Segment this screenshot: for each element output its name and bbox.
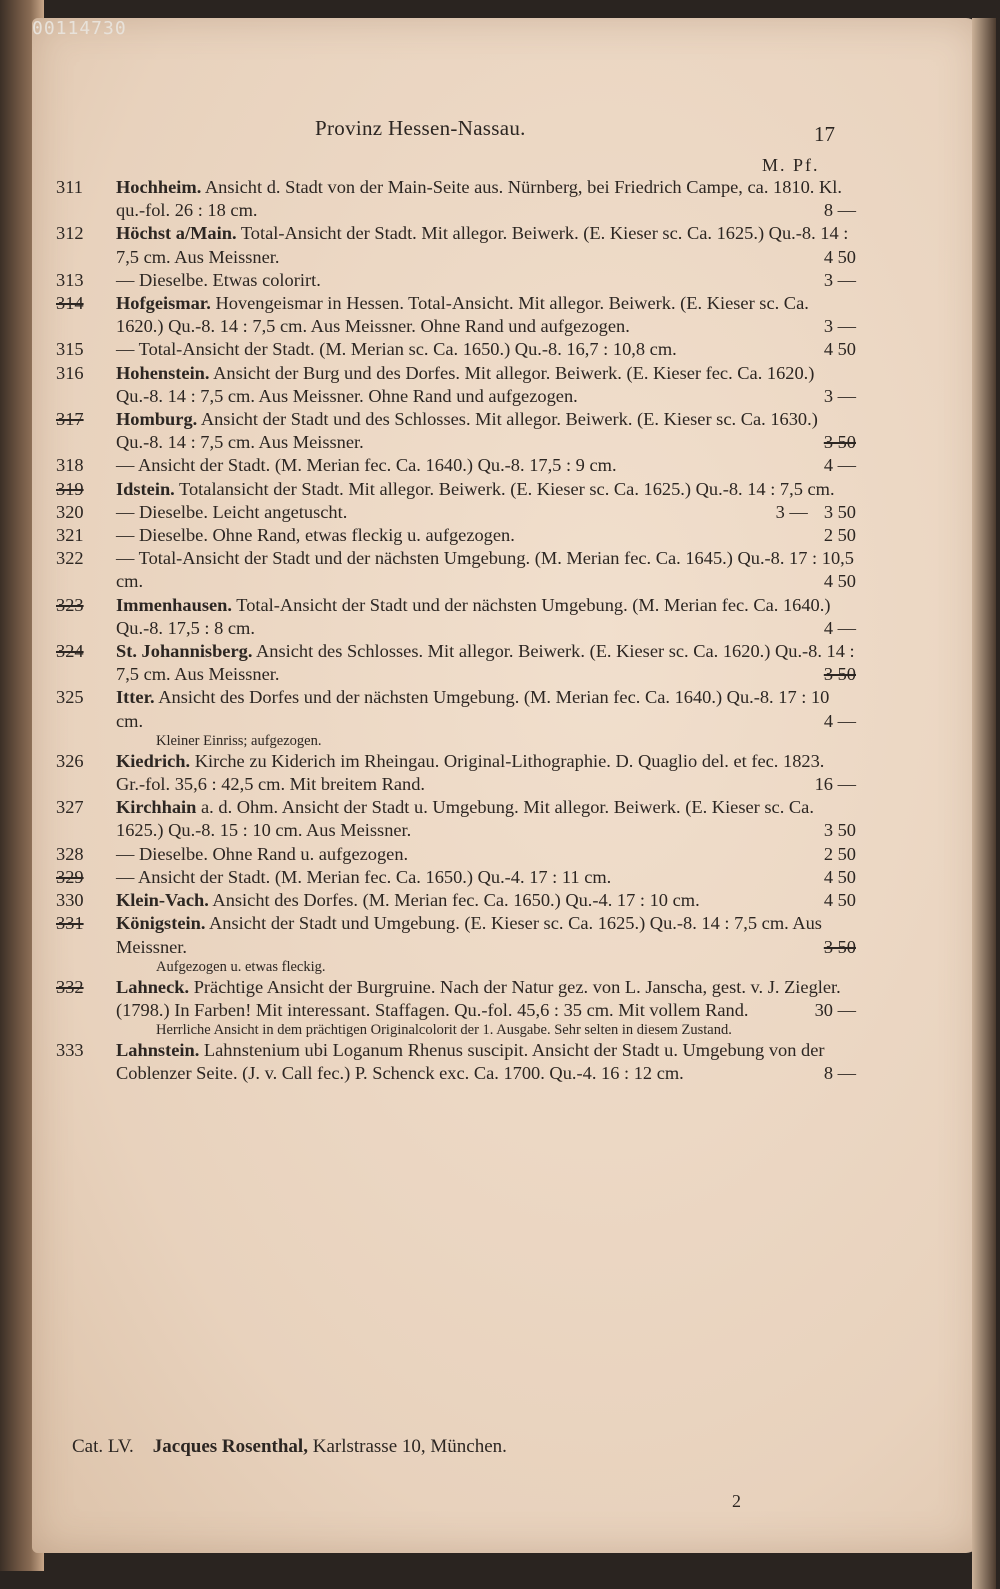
entry-place-name: Klein-Vach.: [116, 890, 209, 911]
archive-stamp: 00114730: [32, 18, 127, 39]
catalog-entry: [56, 1039, 856, 1085]
entry-price: 30 —: [814, 999, 856, 1020]
entry-price: 3 50: [823, 936, 856, 957]
catalog-entry: [56, 796, 856, 842]
page-edge: [972, 18, 996, 1589]
entry-place-name: Idstein.: [116, 478, 175, 499]
entry-place-name: Kirchhain: [116, 797, 197, 818]
entry-price: 2 50: [823, 843, 856, 864]
entry-place-name: Hofgeismar.: [116, 293, 211, 314]
publisher-address: Karlstrasse 10, München.: [312, 1436, 507, 1457]
entry-description: — Total-Ansicht der Stadt und der nächsten Umgebung. (M. Merian fec. Ca. 1645.) Qu.-8. 17 : 10,5 cm.: [116, 548, 854, 592]
catalog-entry: [56, 524, 856, 547]
entry-number: 331: [56, 913, 84, 934]
catalog-entry: [56, 889, 856, 912]
entry-price: 4 50: [823, 866, 856, 887]
entry-number: 330: [56, 890, 84, 911]
entry-number: 329: [56, 866, 84, 887]
catalog-entry: [56, 454, 856, 477]
entry-number: 324: [56, 641, 84, 662]
entry-place-name: Hochheim.: [116, 177, 202, 197]
entry-number: 326: [56, 750, 84, 771]
entry-note: Herrliche Ansicht in dem prächtigen Originalcolorit der 1. Ausgabe. Sehr selten in diesem Zustand.: [156, 1022, 732, 1039]
catalog-entry: [56, 976, 856, 1039]
catalog-entry: [56, 408, 856, 454]
entry-place-name: Itter.: [116, 687, 155, 708]
entry-price: 3 —: [823, 385, 856, 406]
entry-number: 316: [56, 362, 84, 383]
catalog-entry: [56, 501, 856, 524]
entry-description: Kirche zu Kiderich im Rheingau. Original-Lithographie. D. Quaglio del. et fec. 1823. Gr.-fol. 35,6 : 42,5 cm. Mit breitem Rand.: [116, 750, 825, 795]
catalog-entry: [56, 594, 856, 640]
entry-place-name: Homburg.: [116, 409, 198, 430]
entry-number: 311: [56, 177, 83, 197]
entry-description: Total-Ansicht der Stadt. Mit allegor. Beiwerk. (E. Kieser sc. Ca. 1625.) Qu.-8. 14 : 7,5 cm. Aus Meissner.: [116, 223, 849, 267]
entry-number: 318: [56, 455, 84, 476]
entry-description: — Dieselbe. Ohne Rand, etwas fleckig u. aufgezogen.: [116, 525, 515, 546]
entry-description: a. d. Ohm. Ansicht der Stadt u. Umgebung. Mit allegor. Beiwerk. (E. Kieser sc. Ca. 1625.) Qu.-8. 15 : 10 cm. Aus Meissner.: [116, 797, 814, 841]
catalog-entry: [56, 292, 856, 338]
entry-description: Ansicht der Stadt und Umgebung. (E. Kieser sc. Ca. 1625.) Qu.-8. 14 : 7,5 cm. Aus Meissner.: [116, 913, 822, 957]
entry-price: 3 50: [823, 820, 856, 841]
running-head: Provinz Hessen-Nassau.: [315, 116, 526, 140]
entry-number: 319: [56, 478, 84, 499]
entry-note: Aufgezogen u. etwas fleckig.: [156, 958, 326, 975]
entry-place-name: Hohenstein.: [116, 362, 210, 383]
entry-number: 317: [56, 409, 84, 430]
entry-price: 4 —: [823, 617, 856, 638]
entry-description: — Dieselbe. Leicht angetuscht.: [116, 501, 348, 522]
catalog-entry: [56, 843, 856, 866]
entry-description: — Total-Ansicht der Stadt. (M. Merian sc. Ca. 1650.) Qu.-8. 16,7 : 10,8 cm.: [116, 339, 677, 360]
catalog-number: Cat. LV.: [72, 1436, 134, 1457]
entry-place-name: Höchst a/Main.: [116, 223, 237, 244]
entry-description: Prächtige Ansicht der Burgruine. Nach der Natur gez. von L. Janscha, gest. v. J. Ziegler. (1798.) In Farben! Mit interessant. Staffagen. Qu.-fol. 45,6 : 35 cm. Mit vollem Rand.: [116, 976, 841, 1020]
catalog-entry: [56, 912, 856, 975]
entry-description: Lahnstenium ubi Loganum Rhenus suscipit. Ansicht der Stadt u. Umgebung von der Coblenzer Seite. (J. v. Call fec.) P. Schenck exc. Ca. 1700. Qu.-4. 16 : 12 cm.: [116, 1040, 825, 1084]
catalog-entry: [56, 338, 856, 361]
entry-description: Ansicht d. Stadt von der Main-Seite aus. Nürnberg, bei Friedrich Campe, ca. 1810. Kl. qu.-fol. 26 : 18 cm.: [116, 177, 842, 221]
catalog-entry: [56, 362, 856, 408]
entry-price: 3 50: [823, 664, 856, 685]
publisher-name: Jacques Rosenthal,: [152, 1436, 308, 1457]
entry-description: — Ansicht der Stadt. (M. Merian fec. Ca. 1650.) Qu.-4. 17 : 11 cm.: [116, 866, 612, 887]
entry-number: 312: [56, 223, 84, 244]
page-number: 17: [814, 122, 835, 146]
entry-place-name: Lahneck.: [116, 976, 190, 997]
catalog-entries: [56, 176, 856, 1086]
entry-number: 315: [56, 339, 84, 360]
entry-number: 320: [56, 501, 84, 522]
page-header: [32, 96, 980, 146]
catalog-entry: [56, 547, 856, 593]
entry-place-name: Immenhausen.: [116, 594, 232, 615]
entry-place-name: St. Johannisberg.: [116, 641, 253, 662]
entry-number: 323: [56, 594, 84, 615]
entry-description: Ansicht des Dorfes und der nächsten Umgebung. (M. Merian fec. Ca. 1640.) Qu.-8. 17 : 10 cm.: [116, 687, 830, 731]
catalog-entry: [56, 686, 856, 749]
catalog-entry: [56, 640, 856, 686]
entry-place-name: Lahnstein.: [116, 1040, 200, 1061]
entry-price: 3 —: [775, 501, 808, 522]
catalog-entry: [56, 866, 856, 889]
catalog-entry: [56, 750, 856, 796]
catalog-page: [32, 18, 980, 1553]
entry-description: Ansicht der Burg und des Dorfes. Mit allegor. Beiwerk. (E. Kieser fec. Ca. 1620.) Qu.-8. 14 : 7,5 cm. Aus Meissner. Ohne Rand und aufgezogen.: [116, 362, 815, 406]
entry-price: 8 —: [823, 200, 856, 221]
catalog-entry: [56, 222, 856, 268]
entry-description: Ansicht des Schlosses. Mit allegor. Beiwerk. (E. Kieser sc. Ca. 1620.) Qu.-8. 14 : 7,5 cm. Aus Meissner.: [116, 641, 855, 685]
entry-place-name: Kiedrich.: [116, 750, 191, 771]
entry-description: Ansicht des Dorfes. (M. Merian fec. Ca. 1650.) Qu.-4. 17 : 10 cm.: [212, 890, 700, 911]
entry-price: 3 50: [823, 432, 856, 453]
entry-description: — Dieselbe. Ohne Rand u. aufgezogen.: [116, 843, 409, 864]
entry-number: 321: [56, 525, 84, 546]
entry-description: Totalansicht der Stadt. Mit allegor. Beiwerk. (E. Kieser sc. Ca. 1625.) Qu.-8. 14 : 7,5 cm.: [179, 478, 835, 499]
entry-price: 3 —: [823, 316, 856, 337]
entry-price: 4 50: [823, 246, 856, 267]
entry-number: 313: [56, 269, 84, 290]
catalog-entry: [56, 269, 856, 292]
entry-description: — Dieselbe. Etwas colorirt.: [116, 269, 321, 290]
entry-price: 4 —: [823, 455, 856, 476]
entry-number: 332: [56, 976, 84, 997]
entry-number: 333: [56, 1040, 84, 1061]
page-footer: [72, 1436, 852, 1458]
entry-description: Hovengeismar in Hessen. Total-Ansicht. Mit allegor. Beiwerk. (E. Kieser sc. Ca. 1620.) Qu.-8. 14 : 7,5 cm. Aus Meissner. Ohne Rand und aufgezogen.: [116, 293, 809, 337]
entry-number: 327: [56, 797, 84, 818]
entry-description: Total-Ansicht der Stadt und der nächsten Umgebung. (M. Merian fec. Ca. 1640.) Qu.-8. 17,5 : 8 cm.: [116, 594, 831, 638]
entry-number: 325: [56, 687, 84, 708]
catalog-entry: [56, 176, 856, 222]
entry-number: 328: [56, 843, 84, 864]
entry-note: Kleiner Einriss; aufgezogen.: [156, 732, 322, 749]
entry-price: 8 —: [823, 1063, 856, 1084]
entry-price: 4 50: [823, 571, 856, 592]
entry-price: 4 —: [823, 710, 856, 731]
entry-price: 16 —: [814, 774, 856, 795]
entry-price: 4 50: [823, 890, 856, 911]
price-column-head: M. Pf.: [762, 155, 820, 175]
entry-number: 314: [56, 293, 84, 314]
signature-mark: 2: [732, 1491, 741, 1511]
entry-price: 4 50: [823, 339, 856, 360]
entry-price: 3 50: [823, 501, 856, 522]
entry-description: Ansicht der Stadt und des Schlosses. Mit allegor. Beiwerk. (E. Kieser sc. Ca. 1630.) Qu.-8. 14 : 7,5 cm. Aus Meissner.: [116, 409, 818, 453]
entry-price: 2 50: [823, 525, 856, 546]
entry-price: 3 —: [823, 269, 856, 290]
entry-number: 322: [56, 548, 84, 569]
entry-description: — Ansicht der Stadt. (M. Merian fec. Ca. 1640.) Qu.-8. 17,5 : 9 cm.: [116, 455, 617, 476]
entry-place-name: Königstein.: [116, 913, 206, 934]
